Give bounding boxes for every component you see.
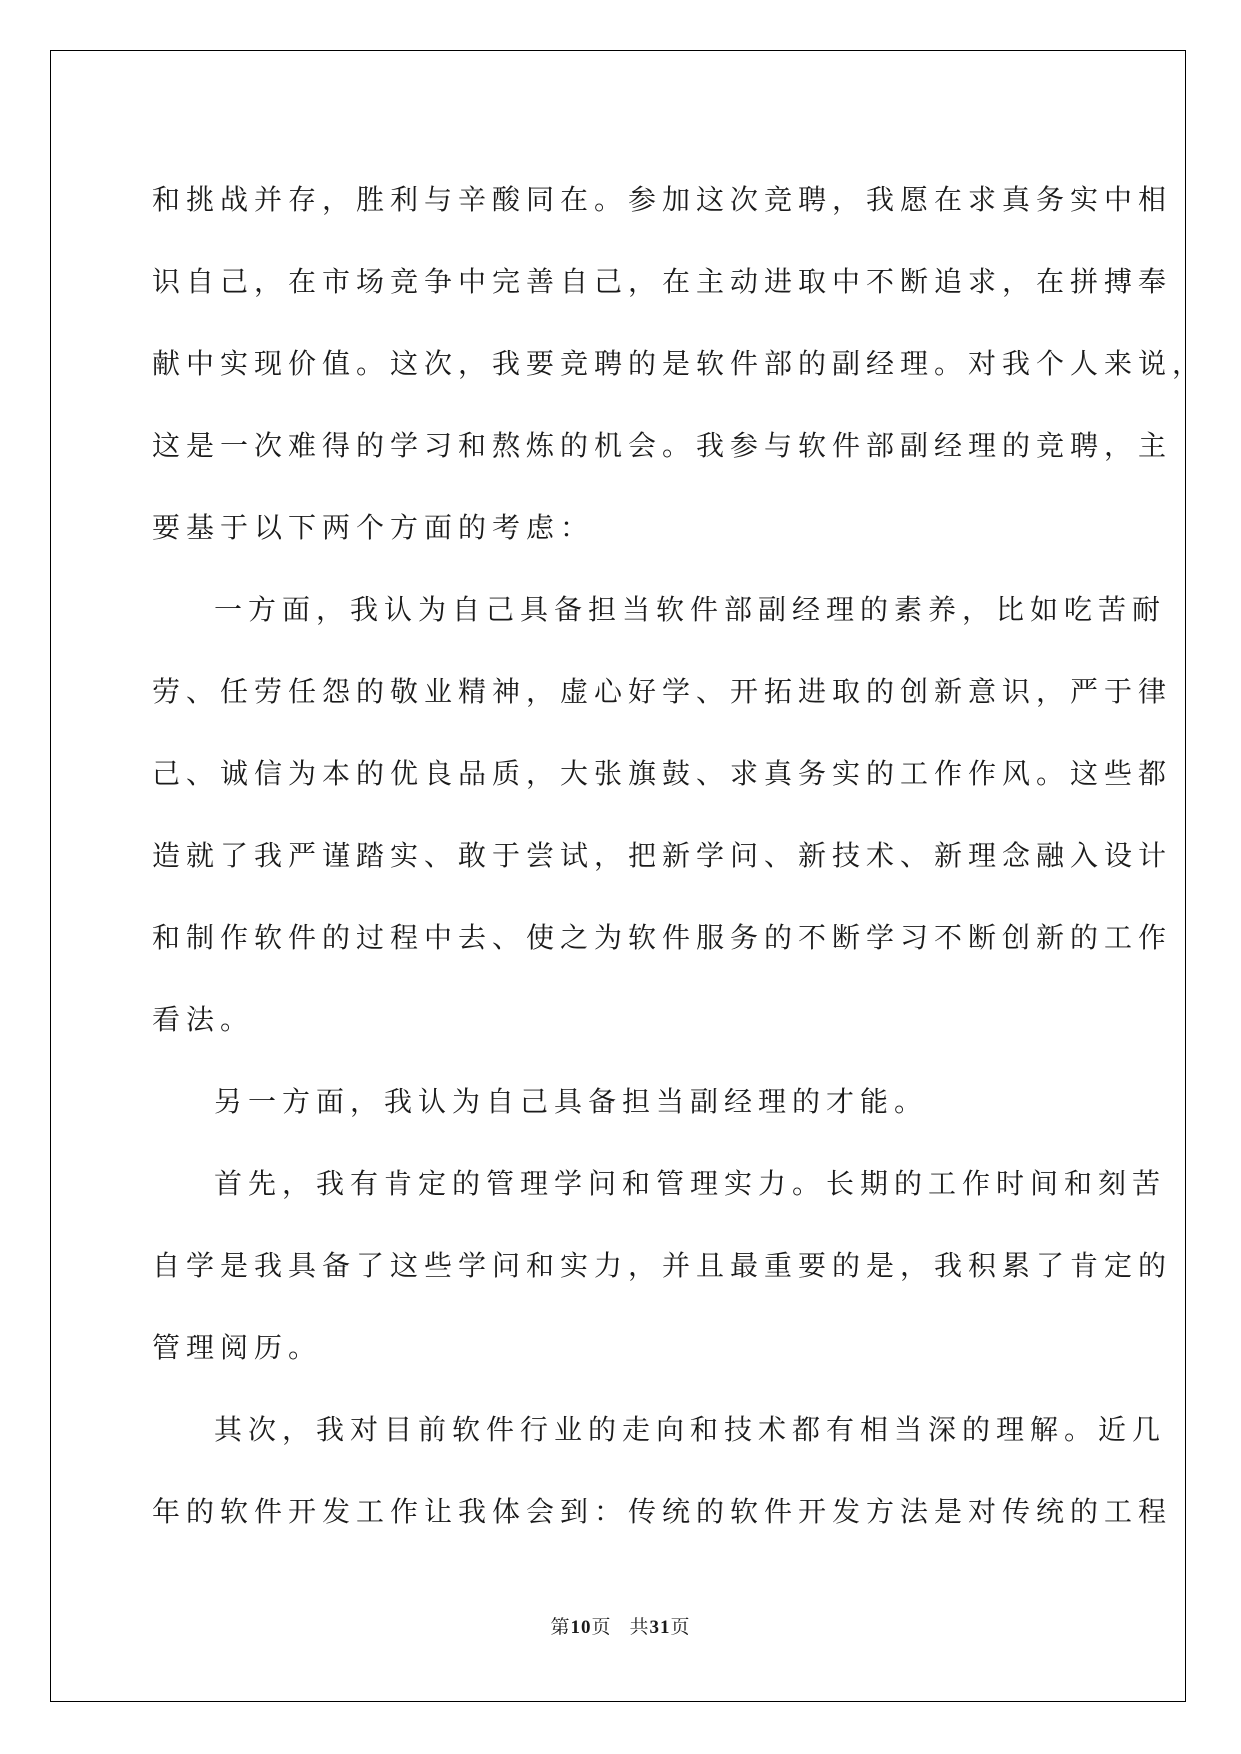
text-line: 自学是我具备了这些学问和实力，并且最重要的是，我积累了肯定的: [152, 1249, 1173, 1282]
text-line: 管理阅历。: [152, 1331, 323, 1364]
footer-page-word: 页: [591, 1616, 612, 1638]
text-line: 这是一次难得的学习和熬炼的机会。我参与软件部副经理的竞聘，主: [152, 429, 1173, 462]
paragraph-start-line: 一方面，我认为自己具备担当软件部副经理的素养，比如吃苦耐: [214, 593, 1167, 626]
document-body: [152, 159, 1207, 1553]
current-page-number: 10: [570, 1617, 592, 1638]
text-line: 看法。: [152, 1003, 255, 1036]
text-line: 和制作软件的过程中去、使之为软件服务的不断学习不断创新的工作: [152, 921, 1173, 954]
text-line: 识自己，在市场竞争中完善自己，在主动进取中不断追求，在拼搏奉: [152, 265, 1173, 298]
text-line: 己、诚信为本的优良品质，大张旗鼓、求真务实的工作作风。这些都: [152, 757, 1173, 790]
text-line: 劳、任劳任怨的敬业精神，虚心好学、开拓进取的创新意识，严于律: [152, 675, 1173, 708]
footer-total-prefix: 共: [629, 1616, 650, 1638]
total-page-number: 31: [649, 1617, 671, 1638]
paragraph-start-line: 其次，我对目前软件行业的走向和技术都有相当深的理解。近几: [214, 1413, 1167, 1446]
paragraph-start-line: 首先，我有肯定的管理学问和管理实力。长期的工作时间和刻苦: [214, 1167, 1167, 1200]
footer-total-word: 页: [670, 1616, 691, 1638]
text-line: 年的软件开发工作让我体会到：传统的软件开发方法是对传统的工程: [152, 1495, 1173, 1528]
page-number-footer: [0, 1612, 1241, 1639]
text-line: 要基于以下两个方面的考虑：: [152, 511, 595, 544]
text-line: 献中实现价值。这次，我要竞聘的是软件部的副经理。对我个人来说，: [152, 347, 1207, 380]
footer-prefix: 第: [550, 1616, 571, 1638]
text-line: 和挑战并存，胜利与辛酸同在。参加这次竞聘，我愿在求真务实中相: [152, 183, 1173, 216]
paragraph-start-line: 另一方面，我认为自己具备担当副经理的才能。: [214, 1085, 929, 1118]
text-line: 造就了我严谨踏实、敢于尝试，把新学问、新技术、新理念融入设计: [152, 839, 1173, 872]
